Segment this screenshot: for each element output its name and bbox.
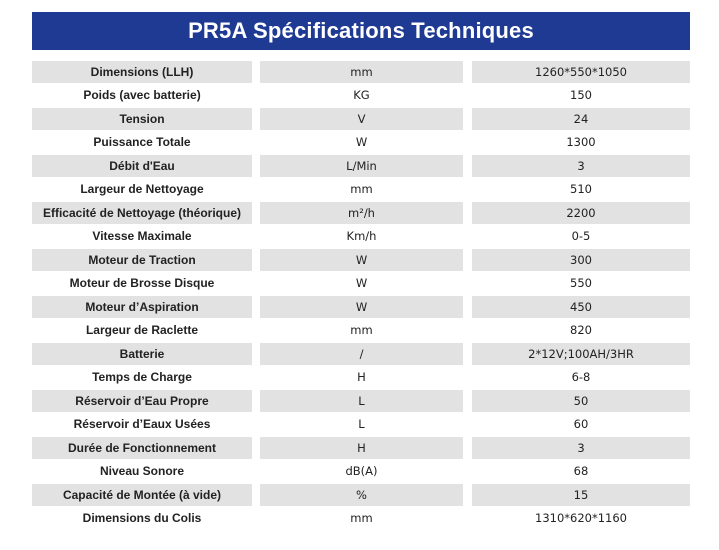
spec-label: Moteur d’Aspiration bbox=[32, 296, 252, 318]
spec-unit: Km/h bbox=[346, 229, 377, 244]
spec-value: 3 bbox=[472, 155, 690, 177]
spec-label: Tension bbox=[32, 108, 252, 130]
spec-unit: dB(A) bbox=[345, 464, 378, 479]
spec-label: Dimensions du Colis bbox=[82, 511, 202, 526]
table-row bbox=[32, 483, 690, 507]
spec-label: Poids (avec batterie) bbox=[83, 88, 201, 103]
table-row bbox=[32, 248, 690, 272]
spec-label: Largeur de Nettoyage bbox=[80, 182, 204, 197]
table-row bbox=[32, 507, 690, 531]
spec-unit: / bbox=[260, 343, 463, 365]
spec-value: 820 bbox=[570, 323, 592, 338]
table-row bbox=[32, 295, 690, 319]
table-row bbox=[32, 319, 690, 343]
spec-unit: mm bbox=[260, 61, 463, 83]
page-title: PR5A Spécifications Techniques bbox=[32, 12, 690, 50]
spec-value: 15 bbox=[472, 484, 690, 506]
spec-label: Moteur de Brosse Disque bbox=[69, 276, 215, 291]
spec-value: 3 bbox=[472, 437, 690, 459]
spec-unit: W bbox=[260, 249, 463, 271]
spec-unit: mm bbox=[350, 182, 373, 197]
spec-value: 68 bbox=[573, 464, 589, 479]
table-row bbox=[32, 460, 690, 484]
table-row bbox=[32, 154, 690, 178]
table-row bbox=[32, 342, 690, 366]
spec-unit: H bbox=[260, 437, 463, 459]
spec-value: 1300 bbox=[566, 135, 596, 150]
table-row bbox=[32, 225, 690, 249]
spec-unit: KG bbox=[353, 88, 370, 103]
table-row bbox=[32, 107, 690, 131]
spec-label: Débit d'Eau bbox=[32, 155, 252, 177]
spec-value: 0-5 bbox=[571, 229, 591, 244]
spec-label: Vitesse Maximale bbox=[92, 229, 192, 244]
spec-label: Temps de Charge bbox=[92, 370, 192, 385]
table-row bbox=[32, 389, 690, 413]
spec-value: 300 bbox=[472, 249, 690, 271]
table-row bbox=[32, 131, 690, 155]
table-row bbox=[32, 178, 690, 202]
table-row bbox=[32, 60, 690, 84]
spec-value: 550 bbox=[570, 276, 592, 291]
spec-label: Efficacité de Nettoyage (théorique) bbox=[32, 202, 252, 224]
spec-unit: % bbox=[260, 484, 463, 506]
spec-value: 24 bbox=[472, 108, 690, 130]
table-row bbox=[32, 201, 690, 225]
spec-label: Moteur de Traction bbox=[32, 249, 252, 271]
table-row bbox=[32, 366, 690, 390]
table-row bbox=[32, 272, 690, 296]
spec-label: Capacité de Montée (à vide) bbox=[32, 484, 252, 506]
spec-value: 1260*550*1050 bbox=[472, 61, 690, 83]
spec-value: 510 bbox=[570, 182, 592, 197]
spec-unit: H bbox=[357, 370, 366, 385]
spec-label: Largeur de Raclette bbox=[85, 323, 199, 338]
spec-value: 60 bbox=[573, 417, 589, 432]
spec-value: 2*12V;100AH/3HR bbox=[472, 343, 690, 365]
spec-unit: L/Min bbox=[260, 155, 463, 177]
table-row bbox=[32, 436, 690, 460]
spec-label: Dimensions (LLH) bbox=[32, 61, 252, 83]
spec-label: Réservoir d’Eaux Usées bbox=[73, 417, 211, 432]
spec-value: 6-8 bbox=[571, 370, 591, 385]
spec-value: 150 bbox=[570, 88, 592, 103]
spec-value: 2200 bbox=[472, 202, 690, 224]
spec-unit: m²/h bbox=[260, 202, 463, 224]
spec-label: Niveau Sonore bbox=[99, 464, 185, 479]
spec-unit: V bbox=[260, 108, 463, 130]
spec-unit: L bbox=[358, 417, 365, 432]
spec-value: 1310*620*1160 bbox=[535, 511, 627, 526]
spec-value: 450 bbox=[472, 296, 690, 318]
spec-value: 50 bbox=[472, 390, 690, 412]
spec-unit: mm bbox=[350, 511, 373, 526]
spec-table bbox=[32, 60, 690, 530]
spec-unit: mm bbox=[350, 323, 373, 338]
spec-label: Durée de Fonctionnement bbox=[32, 437, 252, 459]
spec-unit: W bbox=[260, 296, 463, 318]
table-row bbox=[32, 84, 690, 108]
spec-unit: L bbox=[260, 390, 463, 412]
spec-label: Réservoir d’Eau Propre bbox=[32, 390, 252, 412]
spec-unit: W bbox=[355, 276, 368, 291]
spec-label: Batterie bbox=[32, 343, 252, 365]
table-row bbox=[32, 413, 690, 437]
spec-label: Puissance Totale bbox=[93, 135, 191, 150]
spec-unit: W bbox=[355, 135, 368, 150]
